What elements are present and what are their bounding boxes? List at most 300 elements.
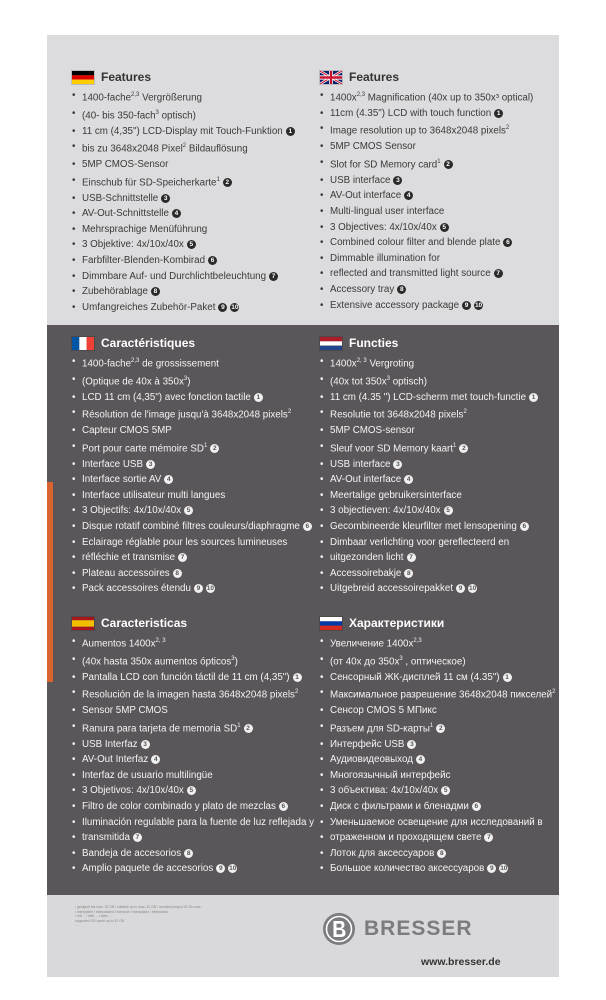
feature-text: Resolutie tot 3648x2048 pixels <box>330 409 464 421</box>
callout-number-badge: 5 <box>187 786 196 795</box>
feature-text: 11 cm (4,35") LCD-Display mit Touch-Funktion <box>82 125 283 137</box>
callout-number-badge: 5 <box>184 506 193 515</box>
fine-print-line: ² Interpoliert / interpolated / interpolé / interpolado / interpolato <box>75 909 168 914</box>
feature-item <box>71 222 295 238</box>
feature-text: Einschub für SD-Speicherkarte <box>82 177 217 189</box>
feature-item <box>319 799 555 815</box>
feature-text: Accessory tray <box>330 283 395 295</box>
feature-text: Максимальное разрешение 3648x2048 пикселей <box>330 689 553 701</box>
feature-item <box>71 88 295 106</box>
feature-item <box>71 815 314 831</box>
callout-number-badge: 9 <box>456 584 465 593</box>
feature-item <box>319 139 533 155</box>
feature-text: Aumentos 1400x <box>82 638 156 650</box>
feature-item <box>71 719 314 737</box>
feature-item <box>71 253 295 269</box>
footnote-superscript: 2,3 <box>413 638 422 644</box>
top-panel <box>47 35 559 325</box>
section-header <box>71 69 295 85</box>
feature-text: Большое количество аксессуаров <box>330 863 485 875</box>
section-header <box>319 335 538 351</box>
feature-text: Аудиовидеовыход <box>330 754 413 766</box>
callout-number-badge: 4 <box>172 209 181 218</box>
feature-item <box>319 535 538 551</box>
callout-number-badge: 3 <box>407 740 416 749</box>
callout-number-badge: 6 <box>520 522 529 531</box>
feature-text: Sensor 5MP CMOS <box>82 705 168 717</box>
feature-item <box>319 251 533 267</box>
feature-text: réfléchie et transmise <box>82 552 176 564</box>
feature-item <box>319 846 555 862</box>
callout-number-badge: 4 <box>164 475 173 484</box>
footnote-superscript: 3 <box>183 375 188 382</box>
callout-number-badge: 3 <box>146 460 155 469</box>
feature-list <box>71 354 312 597</box>
callout-number-badge: 1 <box>503 673 512 682</box>
callout-number-badge: 3 <box>161 194 170 203</box>
feature-item <box>319 405 538 423</box>
feature-item <box>71 457 312 473</box>
feature-text: AV-Out interface <box>330 190 402 202</box>
feature-item <box>319 488 538 504</box>
flag-france-icon <box>71 336 95 351</box>
feature-text: 1400x <box>330 358 357 370</box>
feature-text: Multi-lingual user interface <box>330 205 445 217</box>
feature-text: 3 Objektive: 4x/10x/40x <box>82 239 184 251</box>
feature-text: uitgezonden licht <box>330 552 404 564</box>
fine-print <box>75 905 280 928</box>
feature-item <box>319 439 538 457</box>
feature-text: Accessoirebakje <box>330 567 402 579</box>
feature-item <box>319 703 555 719</box>
feature-text: (от 40x до 350x <box>330 656 400 668</box>
feature-item <box>319 88 533 106</box>
feature-item <box>319 121 533 139</box>
footnote-superscript: 3 <box>231 655 235 662</box>
feature-text: Interface USB <box>82 458 143 470</box>
website-url[interactable]: www.bresser.de <box>421 956 501 968</box>
feature-text: Сенсор CMOS 5 МПикс <box>330 705 437 717</box>
feature-item <box>71 861 314 877</box>
callout-number-badge: 8 <box>173 569 182 578</box>
callout-number-badge: 2 <box>210 444 219 453</box>
feature-item <box>71 737 314 753</box>
feature-text: Pantalla LCD con función táctil de 11 cm (4,35") <box>82 671 290 683</box>
callout-number-badge: 7 <box>407 553 416 562</box>
callout-number-badge: 10 <box>231 303 239 311</box>
feature-text: Combined colour filter and blende plate <box>330 237 501 249</box>
feature-item <box>71 300 295 316</box>
feature-text-continued: Bildauflösung <box>186 143 248 155</box>
feature-text: Extensive accessory package <box>330 299 460 311</box>
feature-item <box>319 188 533 204</box>
section-title: Features <box>101 70 152 84</box>
feature-text: AV-Out Interfaz <box>82 754 149 766</box>
feature-item <box>71 423 312 439</box>
feature-item <box>319 719 555 737</box>
section-title: Характеристики <box>349 616 445 630</box>
feature-text: Resolución de la imagen hasta 3648x2048 pixels <box>82 689 295 701</box>
feature-item <box>71 652 314 670</box>
feature-list <box>71 88 295 315</box>
feature-list <box>319 634 555 877</box>
feature-item <box>71 191 295 207</box>
feature-text: Interface utilisateur multi langues <box>82 489 226 501</box>
section-title: Features <box>349 70 400 84</box>
feature-text: 1400-fache <box>82 358 132 370</box>
callout-number-badge: 8 <box>397 285 406 294</box>
callout-number-badge: 1 <box>529 393 538 402</box>
feature-text: Meertalige gebruikersinterface <box>330 489 462 501</box>
callout-number-badge: 3 <box>393 460 402 469</box>
footnote-superscript: 3 <box>155 109 159 116</box>
feature-text: Uitgebreid accessoirepakket <box>330 583 454 595</box>
feature-text: Eclairage réglable pour les sources lumineuses <box>82 536 288 548</box>
callout-number-badge: 9 <box>216 864 225 873</box>
feature-text-continued: ) <box>234 656 238 668</box>
section-en <box>319 69 533 313</box>
footnote-superscript: 2, 3 <box>356 358 367 364</box>
feature-text: Image resolution up to 3648x2048 pixels <box>330 125 506 137</box>
callout-number-badge: 2 <box>244 724 253 733</box>
feature-text: (Optique de 40x à 350x <box>82 376 184 388</box>
feature-text: 3 Objetivos: 4x/10x/40x <box>82 785 184 797</box>
feature-text: 1400x <box>330 92 357 104</box>
section-header <box>71 615 314 631</box>
feature-item <box>71 237 295 253</box>
feature-item <box>319 220 533 236</box>
feature-text: reflected and transmitted light source <box>330 268 491 280</box>
callout-number-badge: 7 <box>484 833 493 842</box>
feature-text: Zubehörablage <box>82 286 148 298</box>
feature-text: Mehrsprachige Menüführung <box>82 223 208 235</box>
footnote-superscript: 1 <box>437 158 441 165</box>
feature-text: AV-Out interface <box>330 474 402 486</box>
feature-item <box>319 298 533 314</box>
feature-text: 11cm (4.35") LCD with touch function <box>330 107 492 119</box>
feature-text: Разъем для SD-карты <box>330 723 430 735</box>
product-box-back <box>47 35 559 977</box>
fine-print-line: ¹ geeignet bis max. 32 GB / suitable up to max. 32 GB / convient jusqu'à 32 Go max. <box>75 905 202 909</box>
callout-number-badge: 9 <box>487 864 496 873</box>
feature-item <box>71 405 312 423</box>
feature-text: Увеличение 1400x <box>330 638 414 650</box>
feature-item <box>71 799 314 815</box>
feature-item <box>71 783 314 799</box>
feature-text-continued: de grossissement <box>139 358 219 370</box>
feature-item <box>319 472 538 488</box>
feature-text: Интерфейс USB <box>330 738 405 750</box>
footnote-superscript: 1 <box>203 442 208 449</box>
feature-list <box>319 354 538 597</box>
callout-number-badge: 10 <box>229 865 237 873</box>
footnote-superscript: 1 <box>237 722 241 729</box>
feature-item <box>319 752 555 768</box>
callout-number-badge: 4 <box>151 755 160 764</box>
feature-text-continued: , оптическое) <box>402 656 466 668</box>
feature-text: Résolution de l'image jusqu'à 3648x2048 pixels <box>82 409 288 421</box>
feature-item <box>319 519 538 535</box>
feature-item <box>319 372 538 390</box>
callout-number-badge: 2 <box>459 444 468 453</box>
feature-text-continued: Magnification (40x up to 350x³ optical) <box>365 92 534 104</box>
feature-text: 3 Objectives: 4x/10x/40x <box>330 221 437 233</box>
feature-text-continued: ) <box>187 376 191 388</box>
feature-text: (40x tot 350x <box>330 376 387 388</box>
feature-text: bis zu 3648x2048 Pixel <box>82 143 183 155</box>
feature-item <box>319 815 555 831</box>
feature-item <box>319 768 555 784</box>
feature-item <box>71 157 295 173</box>
feature-text: Многоязычный интерфейс <box>330 769 451 781</box>
feature-text: AV-Out-Schnittstelle <box>82 208 169 220</box>
feature-text: Disque rotatif combiné filtres couleurs/diaphragme <box>82 521 300 532</box>
feature-text: Bandeja de accesorios <box>82 847 182 859</box>
feature-item <box>71 139 295 157</box>
feature-item <box>71 581 312 597</box>
callout-number-badge: 4 <box>404 475 413 484</box>
feature-text: USB-Schnittstelle <box>82 192 159 204</box>
feature-item <box>71 519 312 535</box>
feature-item <box>71 634 314 652</box>
callout-number-badge: 9 <box>194 584 203 593</box>
feature-text: 3 объектива: 4x/10x/40x <box>330 785 439 797</box>
feature-list <box>71 634 314 877</box>
feature-text-continued: optisch) <box>158 110 196 122</box>
feature-item <box>319 106 533 122</box>
feature-item <box>71 685 314 703</box>
footnote-superscript: 2 <box>182 143 187 150</box>
feature-item <box>319 634 555 652</box>
feature-item <box>71 372 312 390</box>
callout-number-badge: 10 <box>206 585 215 593</box>
footnote-superscript: 1 <box>216 176 220 183</box>
footnote-superscript: 2 <box>463 409 467 416</box>
callout-number-badge: 10 <box>474 301 483 309</box>
feature-text: Pack accessoires étendu <box>82 583 191 595</box>
flag-netherlands-icon <box>319 336 343 351</box>
footnote-superscript: 1 <box>429 722 434 729</box>
feature-item <box>319 204 533 220</box>
flag-russia-icon <box>319 616 343 631</box>
section-es <box>71 615 314 877</box>
feature-item <box>319 566 538 582</box>
footnote-superscript: 2,3 <box>131 92 140 98</box>
callout-number-badge: 8 <box>184 849 193 858</box>
section-title: Caractéristiques <box>101 336 196 350</box>
feature-item <box>71 173 295 191</box>
feature-item <box>71 703 314 719</box>
feature-text: Port pour carte mémoire SD <box>82 443 204 455</box>
feature-item <box>319 155 533 173</box>
feature-text: Capteur CMOS 5MP <box>82 425 172 437</box>
callout-number-badge: 5 <box>187 240 196 249</box>
callout-number-badge: 6 <box>208 256 217 265</box>
feature-text-continued: Vergrößerung <box>139 92 203 104</box>
section-title: Caracteristicas <box>101 616 188 630</box>
footnote-superscript: 2, 3 <box>155 638 166 644</box>
feature-text: USB interface <box>330 174 391 186</box>
callout-number-badge: 7 <box>269 272 278 281</box>
feature-item <box>71 768 314 784</box>
feature-text: 5MP CMOS-Sensor <box>82 159 169 171</box>
callout-number-badge: 5 <box>441 786 450 795</box>
feature-text-continued: optisch) <box>389 376 428 388</box>
feature-item <box>319 737 555 753</box>
feature-text: 5MP CMOS-sensor <box>330 425 415 437</box>
feature-item <box>71 670 314 686</box>
callout-number-badge: 1 <box>293 673 302 682</box>
callout-number-badge: 2 <box>223 178 232 187</box>
feature-text: 5MP CMOS Sensor <box>330 141 416 153</box>
feature-text: Interfaz de usuario multilingüe <box>82 769 213 781</box>
feature-text: Iluminación regulable para la fuente de luz reflejada y <box>82 816 315 828</box>
feature-item <box>71 503 312 519</box>
callout-number-badge: 6 <box>503 238 512 247</box>
callout-number-badge: 5 <box>440 223 449 232</box>
flag-germany-icon <box>71 70 95 85</box>
feature-item <box>71 550 312 566</box>
bresser-logo-icon <box>322 912 356 946</box>
callout-number-badge: 3 <box>141 740 150 749</box>
footer-panel <box>47 895 559 977</box>
feature-text: Amplio paquete de accesorios <box>82 863 214 875</box>
footnote-superscript: 3 <box>399 655 403 662</box>
callout-number-badge: 2 <box>436 724 445 733</box>
feature-item <box>319 685 555 703</box>
feature-item <box>71 354 312 372</box>
feature-text: 11 cm (4.35 ") LCD-scherm met touch-functie <box>330 391 527 403</box>
feature-text-continued: Vergroting <box>366 358 415 370</box>
feature-item <box>319 173 533 189</box>
feature-text: 3 objectieven: 4x/10x/40x <box>330 505 441 517</box>
feature-item <box>71 846 314 862</box>
feature-item <box>71 752 314 768</box>
feature-text: Gecombineerde kleurfilter met lensopening <box>330 521 517 532</box>
feature-item <box>71 439 312 457</box>
footnote-superscript: 2 <box>552 689 556 696</box>
feature-item <box>71 106 295 124</box>
feature-item <box>319 550 538 566</box>
feature-item <box>319 652 555 670</box>
feature-list <box>319 88 533 313</box>
feature-text: Сенсорный ЖК-дисплей 11 см (4.35") <box>330 671 500 683</box>
feature-item <box>319 783 555 799</box>
fine-print-line: supported SD cards up to 32 GB <box>75 918 125 923</box>
feature-text: Dimmbare Auf- und Durchlichtbeleuchtung <box>82 270 267 282</box>
feature-item <box>71 472 312 488</box>
feature-item <box>71 488 312 504</box>
callout-number-badge: 2 <box>444 160 453 169</box>
callout-number-badge: 8 <box>151 287 160 296</box>
fine-print-line: ³ mit ... / with ... / avec ... <box>75 914 112 919</box>
feature-text: Sleuf voor SD Memory kaart <box>330 443 454 455</box>
section-ru <box>319 615 555 877</box>
feature-item <box>319 457 538 473</box>
callout-number-badge: 3 <box>393 176 402 185</box>
feature-text: Уменьшаемое освещение для исследований в <box>330 816 543 828</box>
brand-name: BRESSER <box>364 917 473 940</box>
feature-text: LCD 11 cm (4,35") avec fonction tactile <box>82 391 251 403</box>
section-title: Functies <box>349 336 399 350</box>
callout-number-badge: 6 <box>279 802 288 811</box>
feature-text: Umfangreiches Zubehör-Paket <box>82 301 216 313</box>
feature-text: (40x hasta 350x aumentos ópticos <box>82 656 232 668</box>
feature-item <box>71 830 314 846</box>
feature-text: Ranura para tarjeta de memoria SD <box>82 723 238 735</box>
feature-item <box>71 566 312 582</box>
section-header <box>319 615 555 631</box>
feature-item <box>71 390 312 406</box>
feature-item <box>319 581 538 597</box>
callout-number-badge: 1 <box>494 109 503 118</box>
feature-item <box>319 235 533 251</box>
callout-number-badge: 9 <box>218 303 227 312</box>
fine-print-line: ... <box>75 923 78 928</box>
feature-text: USB Interfaz <box>82 738 138 750</box>
callout-number-badge: 10 <box>468 585 477 593</box>
feature-item <box>71 269 295 285</box>
feature-text: USB interface <box>330 458 391 470</box>
section-nl <box>319 335 538 597</box>
footnote-superscript: 2 <box>294 689 299 696</box>
callout-number-badge: 1 <box>286 127 295 136</box>
callout-number-badge: 9 <box>462 301 471 310</box>
footnote-superscript: 1 <box>453 442 457 449</box>
callout-number-badge: 6 <box>472 802 481 811</box>
feature-item <box>71 284 295 300</box>
section-header <box>319 69 533 85</box>
footnote-superscript: 3 <box>386 375 390 382</box>
feature-item <box>71 535 312 551</box>
callout-number-badge: 4 <box>416 755 425 764</box>
feature-text: 3 Objectifs: 4x/10x/40x <box>82 505 182 517</box>
flag-spain-icon <box>71 616 95 631</box>
brand-logo <box>322 912 473 946</box>
callout-number-badge: 7 <box>494 269 503 278</box>
feature-item <box>319 354 538 372</box>
callout-number-badge: 7 <box>133 833 142 842</box>
callout-number-badge: 1 <box>254 393 263 402</box>
footnote-superscript: 2,3 <box>131 358 140 364</box>
callout-number-badge: 8 <box>437 849 446 858</box>
feature-text: Dimmable illumination for <box>330 252 440 264</box>
callout-number-badge: 5 <box>444 506 453 515</box>
feature-text: Farbfilter-Blenden-Kombirad <box>82 255 206 266</box>
middle-panel <box>47 325 559 895</box>
flag-uk-icon <box>319 70 343 85</box>
feature-text: Лоток для аксессуаров <box>330 847 435 859</box>
footnote-superscript: 2 <box>505 125 510 132</box>
feature-text: (40- bis 350-fach <box>82 110 156 122</box>
feature-text: 1400-fache <box>82 92 132 104</box>
feature-item <box>319 282 533 298</box>
feature-item <box>319 670 555 686</box>
feature-item <box>319 390 538 406</box>
feature-text: Interface sortie AV <box>82 474 162 486</box>
feature-text: Slot for SD Memory card <box>330 159 438 171</box>
callout-number-badge: 7 <box>178 553 187 562</box>
feature-text: transmitida <box>82 832 130 844</box>
feature-item <box>319 503 538 519</box>
callout-number-badge: 6 <box>303 522 312 531</box>
callout-number-badge: 8 <box>404 569 413 578</box>
feature-text: Диск с фильтрами и бленадми <box>330 801 469 812</box>
callout-number-badge: 10 <box>500 865 508 873</box>
feature-text: отраженном и проходящем свете <box>330 832 482 844</box>
footnote-superscript: 2,3 <box>356 92 366 98</box>
feature-item <box>319 830 555 846</box>
